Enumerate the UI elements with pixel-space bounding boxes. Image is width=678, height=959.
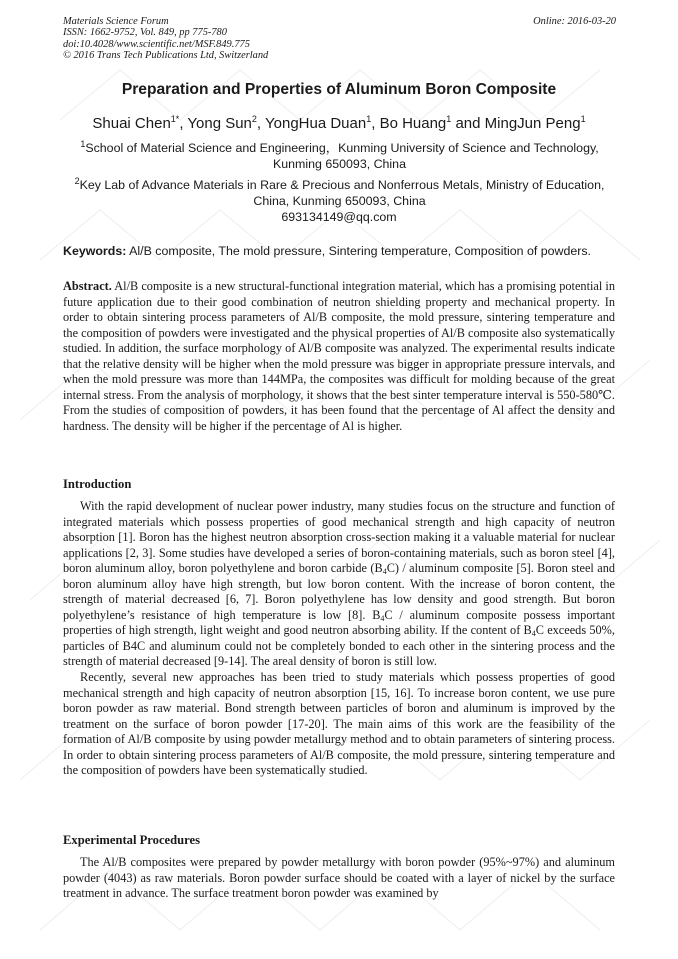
abstract-text: Al/B composite is a new structural-functional integration material, which has a promising potential in future application due to their good combination of neutron shielding property and mechanical property. In order to obtain sintering process parameters of Al/B composite, the mold pressure, sintering temperature and the composition of powders were investigated and the physical properties of Al/B composite also systematically studied. In addition, the surface morphology of Al/B composite was analyzed. The experimental results indicate that the relative density will be higher when the mold pressure was bigger in appropriate pressure intervals, and when the mold pressure was more than 144MPa, the composites was difficult for molding because of the great internal stress. From the analysis of morphology, it shows that the best sinter temperature interval is 550-580℃. From the studies of composition of powders, it has been found that the percentage of Al affect the density and hardness. The density will be higher if the percentage of Al is higher. bbox=[63, 279, 615, 433]
abstract bbox=[63, 279, 615, 434]
author-email: 693134149@qq.com bbox=[281, 210, 397, 224]
author-sup: 1 bbox=[446, 114, 452, 124]
author-list: Shuai Chen$^{1*}$, Yong Sun$^2$, YongHua Duan$^1$, Bo Huang$^1$ and MingJun Peng$^1$ bbox=[92, 114, 586, 132]
paper-title: Preparation and Properties of Aluminum Boron Composite bbox=[121, 81, 557, 98]
author-name: Yong Sun bbox=[187, 115, 252, 132]
affiliation-1: $^1$School of Material Science and Engineering，Kunming University of Science and Technology, Kunming 650093, China bbox=[80, 139, 599, 171]
keywords-text: Al/B composite, The mold pressure, Sintering temperature, Composition of powders. bbox=[126, 244, 592, 258]
author-sup: 2 bbox=[251, 114, 257, 124]
author-sup: 1* bbox=[170, 114, 180, 124]
section-heading-introduction: Introduction bbox=[63, 477, 132, 491]
journal-name: Materials Science Forum bbox=[63, 16, 169, 27]
paragraph: With the rapid development of nuclear power industry, many studies focus on the structure and function of integrated materials which possess properties of good mechanical strength and high capacity of neutron absorption [1]. Boron has the highest neutron absorption cross-section making it a valuable material for nuclear applications [2, 3]. Some studies have developed a series of boron-containing materials, such as boron steel [4], boron aluminum alloy, boron polyethylene and boron carbide $(B_4C)$ / aluminum composite [5]. Boron steel and boron aluminum alloy have high strength, but low boron content. With the increase of boron content, the strength of material decreased [6, 7]. Boron polyethylene has low density and good strength. But boron polyethylene’s resistance of high temperature is low [8]. $B_4C$ / aluminum composite possess important properties of high strength, light weight and good neutron absorbing ability. If the content of $B_4C$ exceeds 50%, particles of B4C and aluminum could not be completely bonded to each other in the sintering process and the strength of material decreased [9-14]. The areal density of boron is still low. bbox=[63, 499, 615, 669]
paragraph: The Al/B composites were prepared by powder metallurgy with boron powder (95%~97%) and aluminum powder (4043) as raw materials. Boron powder surface should be coated with a layer of nickel by the surface treatment in advance. The surface treatment boron powder was examined by bbox=[63, 855, 615, 901]
paragraph: Recently, several new approaches has been tried to study materials which possess properties of good mechanical strength and high capacity of neutron absorption [15, 16]. To increase boron content, we use pure boron powder as raw material. Bond strength between particles of boron and aluminum is improved by the treatment on the surface of boron powder [17-20]. The main aims of this work are the feasibility of the formation of Al/B composite by using powder metallurgy method and to obtain parameters of sintering process. In order to obtain sintering process parameters of Al/B composite, the mold pressure, sintering temperature and the composition of powders have been systematically studied. bbox=[63, 670, 615, 778]
experimental-body bbox=[63, 855, 615, 902]
journal-header bbox=[63, 16, 268, 62]
keywords-label: Keywords: bbox=[63, 244, 127, 258]
online-date: Online: 2016-03-20 bbox=[533, 16, 616, 27]
doi-line: doi:10.4028/www.scientific.net/MSF.849.775 bbox=[63, 38, 250, 50]
issn-line: ISSN: 1662-9752, Vol. 849, pp 775-780 bbox=[63, 27, 227, 39]
author-name: Bo Huang bbox=[379, 115, 447, 132]
introduction-body bbox=[63, 499, 615, 779]
keywords bbox=[63, 244, 615, 258]
author-name: Shuai Chen bbox=[92, 115, 171, 132]
affiliation-2: $^2$Key Lab of Advance Materials in Rare & Precious and Nonferrous Metals, Ministry of Education, China, Kunming 650093, China bbox=[74, 176, 605, 208]
abstract-label: Abstract. bbox=[63, 279, 112, 293]
copyright-line: © 2016 Trans Tech Publications Ltd, Switzerland bbox=[63, 50, 269, 62]
author-sup: 1 bbox=[366, 114, 372, 124]
section-heading-experimental: Experimental Procedures bbox=[63, 833, 200, 847]
author-name: MingJun Peng bbox=[484, 115, 581, 132]
author-sup: 1 bbox=[580, 114, 586, 124]
author-name: YongHua Duan bbox=[265, 115, 367, 132]
